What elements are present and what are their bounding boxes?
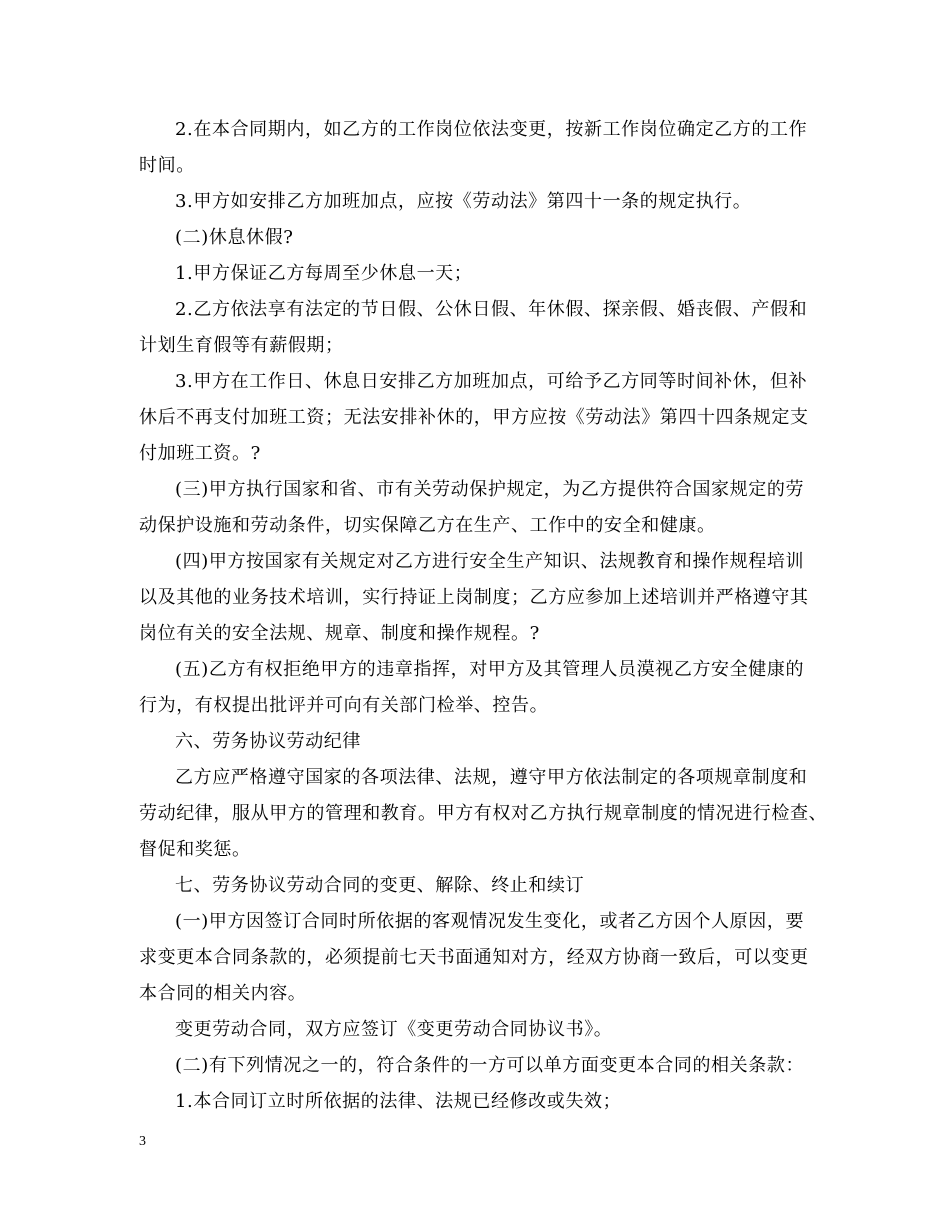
text-line: 3.甲方在工作日、休息日安排乙方加班加点，可给予乙方同等时间补休，但补 (175, 371, 808, 392)
text-line: 劳动纪律，服从甲方的管理和教育。甲方有权对乙方执行规章制度的情况进行检查、 (139, 803, 828, 824)
text-line: 六、劳务协议劳动纪律 (175, 731, 361, 752)
text-line: (一)甲方因签订合同时所依据的客观情况发生变化，或者乙方因个人原因，要 (175, 911, 805, 932)
text-line: 行为，有权提出批评并可向有关部门检举、控告。 (139, 695, 549, 716)
text-line: 岗位有关的安全法规、规章、制度和操作规程。? (139, 623, 540, 644)
text-line: (四)甲方按国家有关规定对乙方进行安全生产知识、法规教育和操作规程培训 (175, 551, 805, 572)
text-line: 动保护设施和劳动条件，切实保障乙方在生产、工作中的安全和健康。 (139, 515, 716, 536)
text-line: (五)乙方有权拒绝甲方的违章指挥，对甲方及其管理人员漠视乙方安全健康的 (175, 659, 805, 680)
text-line: 1.本合同订立时所依据的法律、法规已经修改或失效； (175, 1091, 622, 1112)
text-line: 计划生育假等有薪假期； (139, 335, 344, 356)
text-line: 2.在本合同期内，如乙方的工作岗位依法变更，按新工作岗位确定乙方的工作 (175, 119, 808, 140)
text-line: 本合同的相关内容。 (139, 983, 307, 1004)
text-line: (二)有下列情况之一的，符合条件的一方可以单方面变更本合同的相关条款： (175, 1055, 805, 1076)
text-line: 变更劳动合同，双方应签订《变更劳动合同协议书》。 (175, 1019, 613, 1040)
text-line: 1.甲方保证乙方每周至少休息一天； (175, 263, 473, 284)
text-line: 2.乙方依法享有法定的节日假、公休日假、年休假、探亲假、婚丧假、产假和 (175, 299, 808, 320)
page-number: 3 (139, 1134, 146, 1149)
text-line: 时间。 (139, 155, 195, 176)
text-line: (二)休息休假? (175, 227, 294, 248)
text-line: 付加班工资。? (139, 443, 261, 464)
text-line: 督促和奖惩。 (139, 839, 251, 860)
text-line: 3.甲方如安排乙方加班加点，应按《劳动法》第四十一条的规定执行。 (175, 191, 752, 212)
text-line: (三)甲方执行国家和省、市有关劳动保护规定，为乙方提供符合国家规定的劳 (175, 479, 805, 500)
text-line: 以及其他的业务技术培训，实行持证上岗制度；乙方应参加上述培训并严格遵守其 (139, 587, 809, 608)
text-line: 求变更本合同条款的，必须提前七天书面通知对方，经双方协商一致后，可以变更 (139, 947, 809, 968)
text-line: 七、劳务协议劳动合同的变更、解除、终止和续订 (175, 875, 585, 896)
document-body (139, 118, 828, 1126)
text-line: 休后不再支付加班工资；无法安排补休的，甲方应按《劳动法》第四十四条规定支 (139, 407, 809, 428)
text-line: 乙方应严格遵守国家的各项法律、法规，遵守甲方依法制定的各项规章制度和 (175, 767, 808, 788)
